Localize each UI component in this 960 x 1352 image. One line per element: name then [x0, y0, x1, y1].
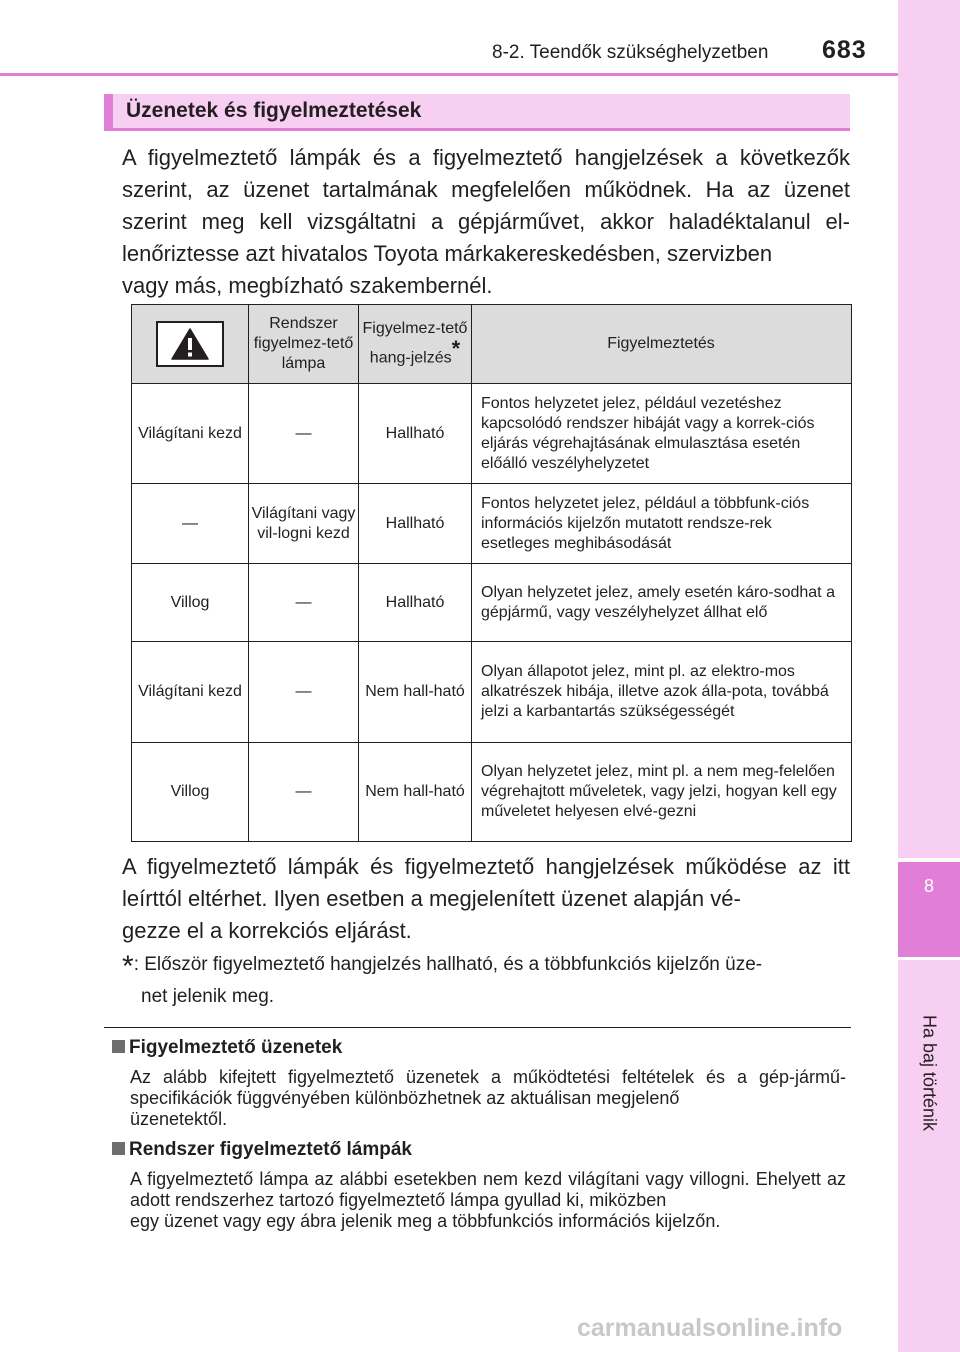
intro-text: A figyelmeztető lámpák és a figyelmeztető hangjelzések a következők szerint, az üzenet tartalmának megfelelően működnek. Ha az üzenet szerint meg kell vizsgáltatni a gépjárművet, akkor haladéktalanul el-lenőriztesse azt hivatalos Toyota márkakereskedésben, szervizben — [122, 145, 850, 266]
cell-description: Olyan helyzetet jelez, amely esetén káro-sodhat a gépjármű, vagy veszélyhelyzet állhat elő — [472, 564, 852, 642]
running-header: 8-2. Teendők szükséghelyzetben — [492, 42, 769, 63]
bullet-square-icon — [112, 1142, 125, 1155]
subsection-heading — [112, 1139, 412, 1161]
header-warning-lamp: Rendszer figyelmez-tető lámpa — [249, 305, 359, 384]
cell-system-lamp: — — [249, 384, 359, 484]
intro-text-last: vagy más, megbízható szakembernél. — [122, 273, 493, 298]
cell-buzzer: Hallható — [359, 564, 472, 642]
intro-paragraph — [122, 142, 850, 302]
subsection-text: A figyelmeztető lámpa az alábbi esetekben nem kezd világítani vagy villogni. Ehelyett az adott rendszerhez tartozó figyelmeztető lámpa gyullad ki, miközben — [130, 1169, 846, 1210]
subsection-title: Rendszer figyelmeztető lámpák — [129, 1139, 412, 1160]
watermark: carmanualsonline.info — [577, 1314, 843, 1342]
after-table-text-last: gezze el a korrekciós eljárást. — [122, 918, 412, 943]
table-header-row — [132, 305, 852, 384]
cell-system-lamp: — — [249, 642, 359, 743]
warning-table — [131, 304, 852, 842]
cell-lamp-state: Villog — [132, 743, 249, 842]
footnote-text: : Először figyelmeztető hangjelzés hallható, és a többfunkciós kijelzőn üze- — [133, 954, 763, 975]
cell-buzzer: Nem hall-ható — [359, 743, 472, 842]
header-warning: Figyelmeztetés — [472, 305, 852, 384]
header-warning-buzzer — [359, 305, 472, 384]
subsection-text-last: üzenetektől. — [130, 1109, 228, 1129]
section-title: Üzenetek és figyelmeztetések — [126, 99, 422, 122]
chapter-number: 8 — [923, 876, 934, 896]
footnote-mark: * — [451, 336, 461, 362]
cell-description: Olyan állapotot jelez, mint pl. az elektro-mos alkatrészek hibája, illetve azok álla-pota, továbbá jelzi a karbantartás szükségességét — [472, 642, 852, 743]
table-row — [132, 564, 852, 642]
cell-system-lamp: Világítani vagy vil-logni kezd — [249, 484, 359, 564]
warning-triangle-icon — [156, 321, 224, 367]
subsection-heading — [112, 1037, 342, 1059]
after-table-text: A figyelmeztető lámpák és figyelmeztető hangjelzések működése az itt leírttól eltérhet. Ilyen esetben a megjelenített üzenet alapján vé- — [122, 854, 850, 911]
header-icon-cell — [132, 305, 249, 384]
cell-buzzer: Hallható — [359, 484, 472, 564]
section-title-accent — [104, 94, 113, 131]
footnote-text-last: net jelenik meg. — [141, 986, 275, 1007]
subsection-body — [130, 1169, 846, 1232]
table-row — [132, 642, 852, 743]
footnote-star: * — [122, 950, 134, 983]
cell-buzzer: Hallható — [359, 384, 472, 484]
cell-lamp-state: Világítani kezd — [132, 642, 249, 743]
cell-lamp-state: Villog — [132, 564, 249, 642]
table-row — [132, 743, 852, 842]
divider — [104, 1027, 851, 1028]
chapter-title: Ha baj történik — [919, 1014, 940, 1132]
side-tab-top — [898, 0, 960, 858]
subsection-text: Az alább kifejtett figyelmeztető üzenetek a működtetési feltételek és a gép-jármű-specifikációk függvényében különbözhetnek az aktuálisan megjelenő — [130, 1067, 846, 1108]
cell-description: Olyan helyzetet jelez, mint pl. a nem meg-felelően végrehajtott műveletek, vagy jelzi, hogyan kell egy műveletet helyesen elvé-gezni — [472, 743, 852, 842]
subsection-text-last: egy üzenet vagy egy ábra jelenik meg a többfunkciós információs kijelzőn. — [130, 1211, 721, 1231]
header-warning-buzzer-text: Figyelmez-tető hang-jelzés — [362, 320, 468, 367]
table-row — [132, 384, 852, 484]
chapter-title-tab — [898, 958, 960, 1208]
cell-system-lamp: — — [249, 564, 359, 642]
bullet-square-icon — [112, 1040, 125, 1053]
cell-description: Fontos helyzetet jelez, például a többfunk-ciós információs kijelzőn mutatott rendsze-rek esetleges meghibásodását — [472, 484, 852, 564]
chapter-number-tab — [898, 862, 960, 957]
cell-description: Fontos helyzetet jelez, például vezetéshez kapcsolódó rendszer hibáját vagy a korrek-ciós eljárás végrehajtásának elmulasztása esetén előálló veszélyhelyzetet — [472, 384, 852, 484]
cell-buzzer: Nem hall-ható — [359, 642, 472, 743]
section-title-bar — [104, 94, 850, 131]
header-rule — [0, 73, 898, 76]
after-table-paragraph — [122, 851, 850, 947]
footnote — [122, 950, 850, 1012]
page-number: 683 — [822, 36, 867, 64]
cell-lamp-state: Világítani kezd — [132, 384, 249, 484]
subsection-title: Figyelmeztető üzenetek — [129, 1037, 343, 1058]
cell-lamp-state: — — [132, 484, 249, 564]
cell-system-lamp: — — [249, 743, 359, 842]
table-row — [132, 484, 852, 564]
subsection-body — [130, 1067, 846, 1130]
